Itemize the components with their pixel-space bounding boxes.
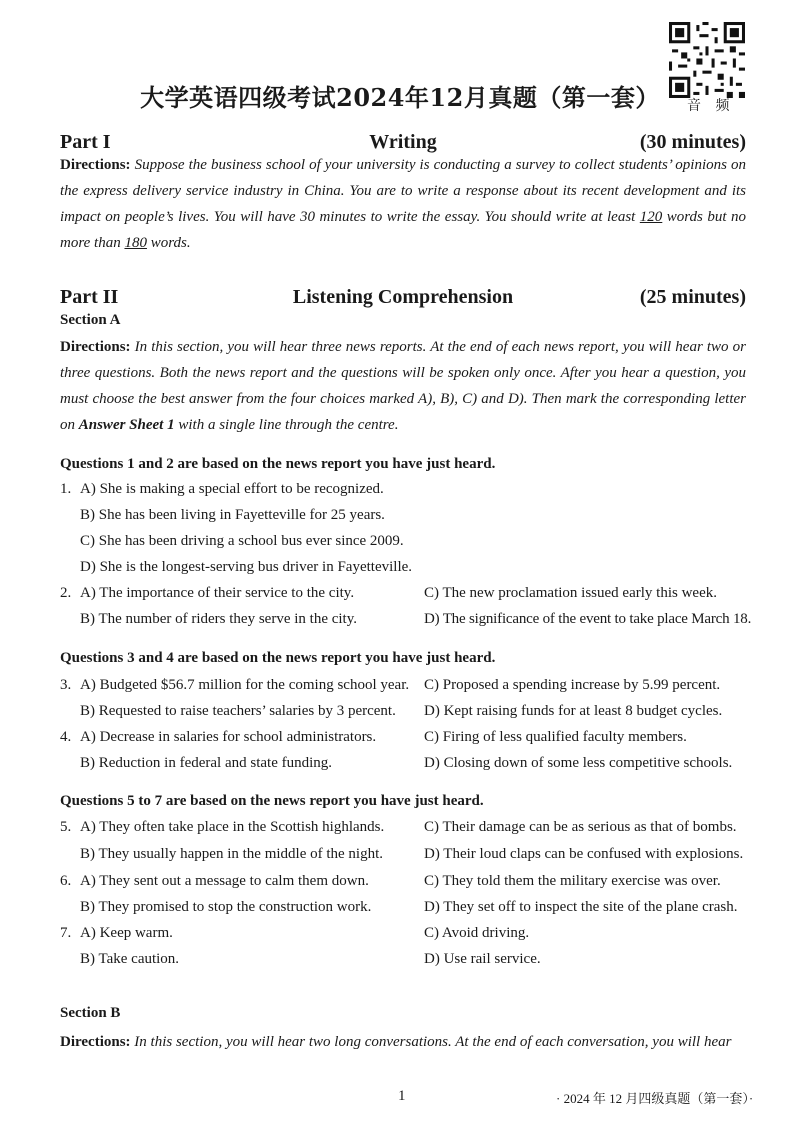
page-number: 1 bbox=[398, 1088, 406, 1104]
question-group-heading: Questions 1 and 2 are based on the news report you have just heard. bbox=[60, 456, 496, 472]
option-b: B) The number of riders they serve in the city. bbox=[80, 611, 358, 627]
question-number: 6. bbox=[60, 873, 72, 889]
option-b: B) She has been living in Fayetteville for 25 years. bbox=[80, 507, 385, 523]
part2-time: (25 minutes) bbox=[639, 286, 746, 308]
option-c: C) They told them the military exercise was over. bbox=[424, 873, 721, 889]
option-a: A) Keep warm. bbox=[80, 925, 173, 941]
option-a: A) She is making a special effort to be recognized. bbox=[80, 481, 384, 497]
question-number: 2. bbox=[60, 585, 72, 601]
part2-label: Part II bbox=[60, 286, 119, 308]
option-d: D) Their loud claps can be confused with explosions. bbox=[424, 846, 744, 862]
section-b-label: Section B bbox=[60, 1005, 121, 1021]
question-group-heading: Questions 5 to 7 are based on the news report you have just heard. bbox=[60, 793, 484, 809]
question-number: 5. bbox=[60, 819, 72, 835]
option-b: B) Reduction in federal and state funding. bbox=[80, 755, 333, 771]
part1-directions bbox=[60, 152, 746, 256]
option-c: C) Avoid driving. bbox=[424, 925, 530, 941]
directions-label: Directions: bbox=[60, 1034, 131, 1050]
question-number: 3. bbox=[60, 677, 72, 693]
option-c: C) She has been driving a school bus ever since 2009. bbox=[80, 533, 404, 549]
option-c: C) Firing of less qualified faculty members. bbox=[424, 729, 687, 745]
option-b: B) Take caution. bbox=[80, 951, 180, 967]
directions-text: Suppose the business school of your university is conducting a survey to collect students’ opinions on the express delivery service industry in China. You are to write a response about its recent development and its impact on people’s lives. You will have 30 minutes to write the essay. You should write at least 120 words but no more than 180 words. bbox=[60, 157, 746, 251]
section-a-label: Section A bbox=[60, 312, 121, 328]
part1-time: (30 minutes) bbox=[639, 131, 746, 153]
option-a: A) The importance of their service to the city. bbox=[80, 585, 355, 601]
question-number: 4. bbox=[60, 729, 72, 745]
part1-label: Part I bbox=[60, 131, 111, 153]
part1-name: Writing bbox=[369, 131, 437, 153]
option-d: D) She is the longest-serving bus driver in Fayetteville. bbox=[80, 559, 413, 575]
option-a: A) They often take place in the Scottish highlands. bbox=[80, 819, 385, 835]
option-a: A) Decrease in salaries for school administrators. bbox=[80, 729, 377, 745]
section-b-directions bbox=[60, 1029, 746, 1055]
question-number: 7. bbox=[60, 925, 72, 941]
option-b: B) They usually happen in the middle of the night. bbox=[80, 846, 384, 862]
directions-text: In this section, you will hear two long conversations. At the end of each conversation, you will hear bbox=[134, 1034, 732, 1050]
option-a: A) They sent out a message to calm them down. bbox=[80, 873, 369, 889]
directions-text: In this section, you will hear three news reports. At the end of each news report, you will hear two or three questions. Both the news report and the questions will be spoken only once. After you hear a question, you must choose the best answer from the four choices marked A), B), C) and D). Then mark the corresponding letter on Answer Sheet 1 with a single line through the centre. bbox=[60, 339, 747, 433]
option-d: D) Kept raising funds for at least 8 budget cycles. bbox=[424, 703, 723, 719]
option-b: B) Requested to raise teachers’ salaries by 3 percent. bbox=[80, 703, 396, 719]
part2-directions bbox=[60, 334, 746, 438]
option-d: D) They set off to inspect the site of the plane crash. bbox=[424, 899, 738, 915]
option-d: D) Use rail service. bbox=[424, 951, 541, 967]
qr-label: 音 频 bbox=[687, 98, 735, 114]
footer-caption: · 2024 年 12 月四级真题（第一套）· bbox=[556, 1091, 754, 1106]
question-group-heading: Questions 3 and 4 are based on the news report you have just heard. bbox=[60, 650, 496, 666]
directions-label: Directions: bbox=[60, 157, 131, 173]
option-a: A) Budgeted $56.7 million for the coming school year. bbox=[80, 677, 410, 693]
directions-label: Directions: bbox=[60, 339, 131, 355]
part2-name: Listening Comprehension bbox=[292, 286, 514, 308]
option-d: D) The significance of the event to take place March 18. bbox=[424, 611, 752, 627]
question-number: 1. bbox=[60, 481, 72, 497]
page-title: 大学英语四级考试2024年12月真题（第一套） bbox=[140, 83, 660, 112]
option-b: B) They promised to stop the construction work. bbox=[80, 899, 372, 915]
option-c: C) Their damage can be as serious as that of bombs. bbox=[424, 819, 737, 835]
option-d: D) Closing down of some less competitive schools. bbox=[424, 755, 733, 771]
option-c: C) Proposed a spending increase by 5.99 percent. bbox=[424, 677, 721, 693]
option-c: C) The new proclamation issued early this week. bbox=[424, 585, 717, 601]
